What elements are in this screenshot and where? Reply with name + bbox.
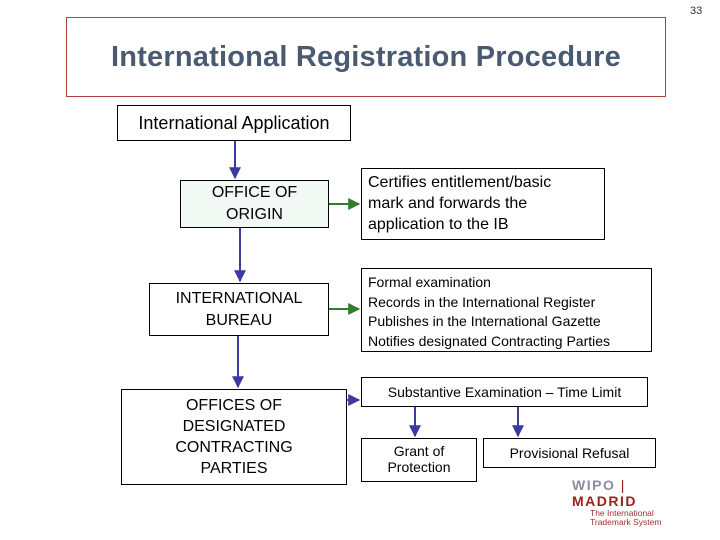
logo-madrid: MADRID xyxy=(572,493,637,509)
designated-offices-line: OFFICES OF xyxy=(185,397,282,414)
substantive-examination-label: Substantive Examination – Time Limit xyxy=(387,384,622,400)
page-title: International Registration Procedure xyxy=(111,40,621,73)
logo-subtitle-line: Trademark System xyxy=(590,517,662,527)
designated-offices-line: PARTIES xyxy=(200,460,268,477)
certifies-line: application to the IB xyxy=(368,216,509,233)
provisional-refusal-label: Provisional Refusal xyxy=(509,445,630,461)
formal-examination-line: Formal examination xyxy=(368,274,491,290)
designated-offices-line: DESIGNATED xyxy=(182,418,286,435)
office-of-origin-line: OFFICE OF xyxy=(211,184,298,201)
wipo-madrid-logo xyxy=(572,477,682,527)
certifies-line: Certifies entitlement/basic xyxy=(368,174,552,191)
formal-examination-line: Records in the International Register xyxy=(368,293,596,310)
international-bureau-line: INTERNATIONAL xyxy=(175,289,303,307)
office-of-origin-line: ORIGIN xyxy=(226,206,283,223)
grant-line: Protection xyxy=(387,459,451,475)
international-application-label: International Application xyxy=(138,112,330,133)
international-bureau-line: BUREAU xyxy=(205,311,273,329)
designated-offices-line: CONTRACTING xyxy=(175,439,293,456)
page-number: 33 xyxy=(690,5,703,17)
certifies-line: mark and forwards the xyxy=(368,195,528,212)
logo-separator: | xyxy=(620,477,626,493)
formal-examination-line: Notifies designated Contracting Parties xyxy=(368,332,611,349)
grant-line: Grant of xyxy=(393,443,445,459)
formal-examination-line: Publishes in the International Gazette xyxy=(368,313,601,329)
logo-subtitle-line: The International xyxy=(590,508,654,518)
logo-wipo: WIPO xyxy=(572,477,616,493)
